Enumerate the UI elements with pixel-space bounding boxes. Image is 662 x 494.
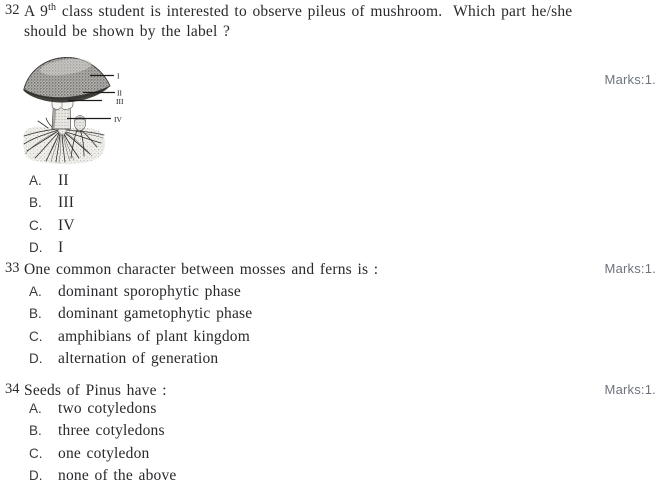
option-text: dominant sporophytic phase: [58, 283, 241, 300]
option-row: [29, 217, 75, 239]
option-letter: B.: [29, 306, 42, 322]
mushroom-cap: [24, 56, 110, 103]
option-text: two cotyledons: [58, 400, 157, 417]
option-row: [29, 422, 177, 444]
option-letter: A.: [29, 173, 42, 188]
option-letter: B.: [29, 195, 42, 211]
button-mushroom: [74, 116, 86, 131]
marks-label: Marks:1.: [604, 382, 656, 397]
figure-label-1: I: [117, 71, 120, 81]
figure-label-3: III: [116, 96, 124, 106]
option-letter: D.: [29, 239, 43, 255]
option-text: none of the above: [58, 466, 177, 484]
option-letter: D.: [29, 350, 43, 366]
option-text: II: [58, 172, 69, 189]
question-text-line2: should be shown by the label ?: [24, 23, 231, 40]
option-text: one cotyledon: [58, 444, 150, 462]
option-letter: C.: [29, 328, 43, 344]
option-text: III: [58, 194, 75, 212]
option-row: [29, 239, 75, 261]
option-text: dominant gametophytic phase: [58, 305, 253, 323]
option-row: [29, 328, 252, 350]
option-text: amphibians of plant kingdom: [58, 327, 251, 345]
option-letter: C.: [29, 445, 43, 461]
marks-label: Marks:1.: [604, 72, 656, 87]
option-text: three cotyledons: [58, 422, 165, 440]
figure-label-2: II: [117, 88, 122, 98]
option-letter: D.: [29, 467, 43, 483]
option-row: [29, 305, 252, 327]
question-32-head: [5, 2, 656, 42]
question-32-options: [29, 172, 75, 261]
option-text: IV: [58, 216, 75, 234]
question-number: 32: [5, 2, 20, 18]
ordinal-superscript: th: [48, 1, 57, 13]
question-text: Seeds of Pinus have :: [24, 382, 167, 399]
mushroom-diagram: [22, 55, 134, 169]
mushroom-figure: [22, 55, 134, 169]
question-34-options: [29, 400, 177, 489]
question-text: [24, 2, 572, 42]
option-text: alternation of generation: [58, 349, 219, 367]
figure-label-4: IV: [114, 115, 122, 124]
question-number: 34: [5, 381, 20, 397]
option-row: [29, 445, 177, 467]
option-row: [29, 350, 252, 372]
marks-label: Marks:1.: [604, 261, 656, 276]
question-text-line1: A 9th class student is interested to observe pileus of mushroom. Which part he/she: [24, 1, 573, 20]
question-33-options: [29, 283, 252, 372]
option-letter: A.: [29, 401, 42, 416]
option-letter: B.: [29, 423, 42, 439]
option-row: [29, 400, 177, 422]
question-number: 33: [5, 260, 20, 276]
question-text: One common character between mosses and ferns is :: [24, 261, 379, 278]
option-row: [29, 194, 75, 216]
option-row: [29, 283, 252, 305]
option-letter: A.: [29, 284, 42, 299]
question-33-head: [5, 260, 378, 280]
option-row: [29, 467, 177, 489]
option-row: [29, 172, 75, 194]
option-text: I: [58, 238, 64, 256]
option-letter: C.: [29, 217, 43, 233]
question-34-head: [5, 381, 167, 401]
